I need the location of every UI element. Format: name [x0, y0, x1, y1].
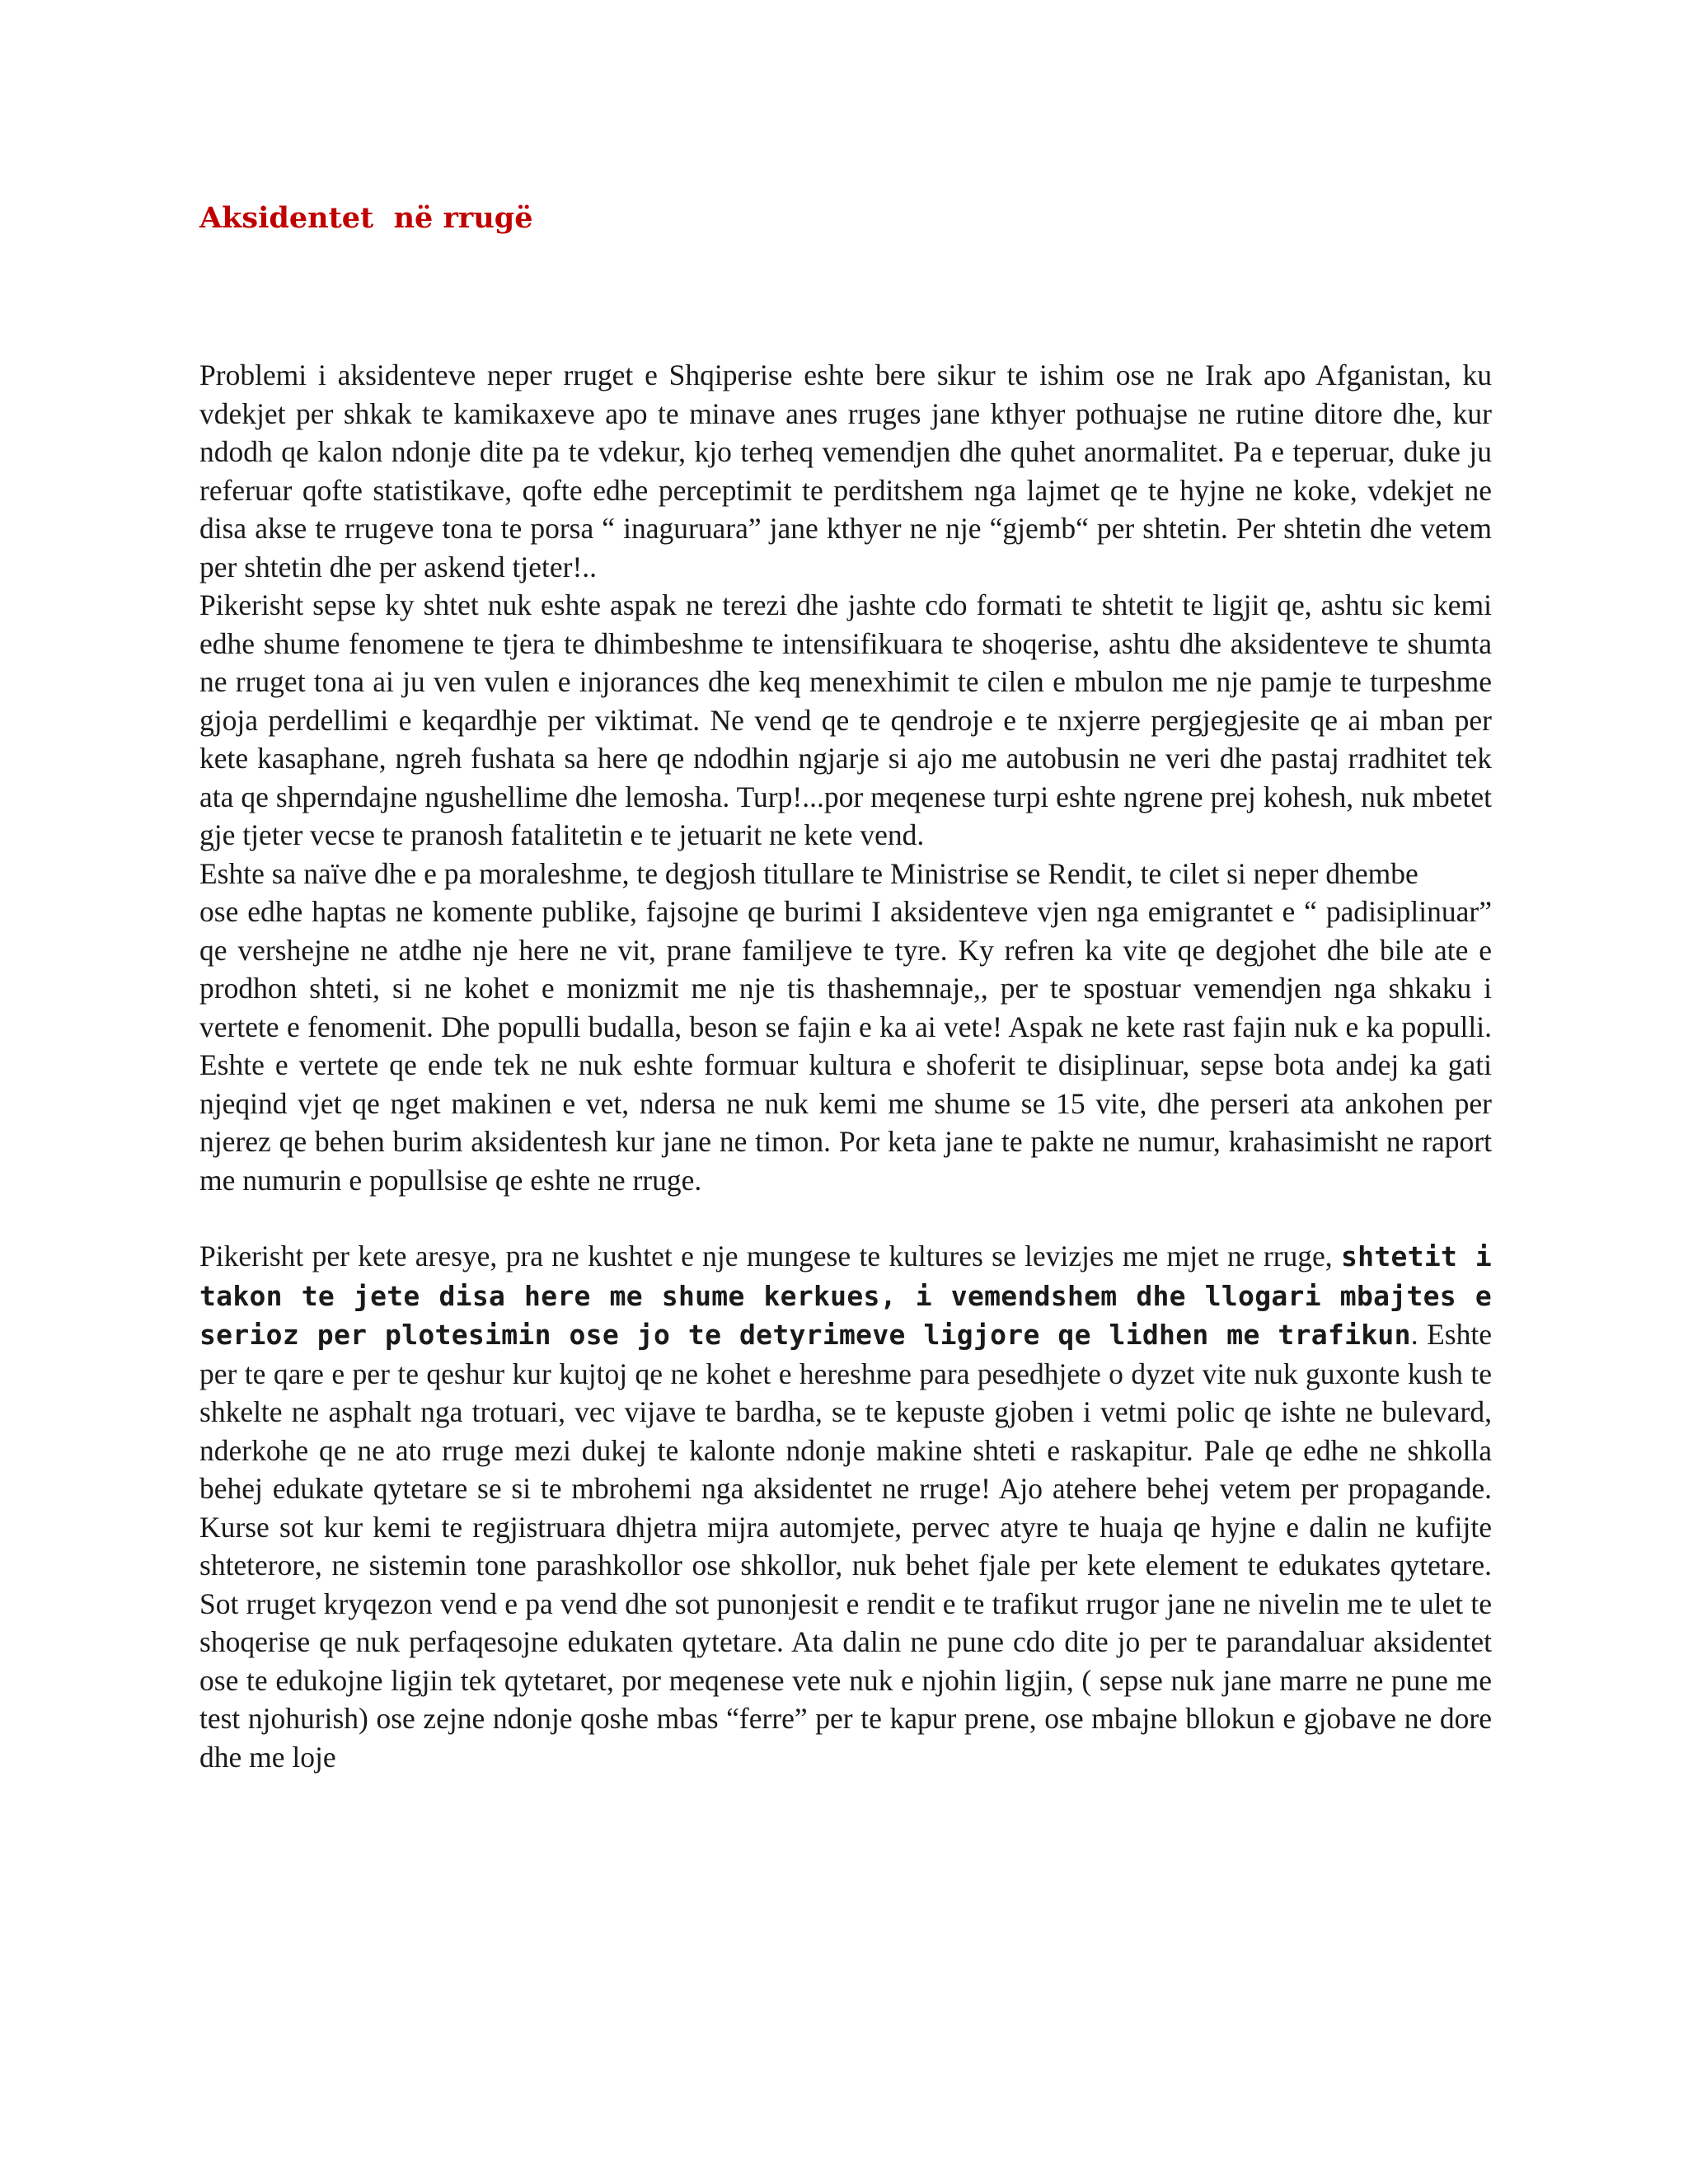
paragraph: Eshte sa naïve dhe e pa moraleshme, te degjosh titullare te Ministrise se Rendit, te cilet si neper dhembe	[199, 856, 1418, 890]
text-run: . Eshte per te qare e per te qeshur kur kujtoj qe ne kohet e hereshme para pesedhjete o dyzet vite nuk guxonte kush te shkelte ne asphalt nga trotuari, vec vijave te bardha, se te kepuste gjoben i vetmi polic qe ishte ne bulevard, nderkohe qe ne ato rruge mezi dukej te kalonte ndonje makine shteti e raskapitur. Pale qe edhe ne shkolla behej edukate qytetare se si te mbrohemi nga aksidentet ne rruge! Ajo atehere behej vetem per propagande. Kurse sot kur kemi te regjistruara dhjetra mijra automjete, pervec atyre te huaja qe hyjne e dalin ne kufijte shteterore, ne sistemin tone parashkollor ose shkollor, nuk behet fjale per kete element te edukates qytetare. Sot rruget kryqezon vend e pa vend dhe sot punonjesit e rendit e te trafikut rrugor jane ne nivelin me te ulet te shoqerise qe nuk perfaqesojne edukaten qytetare. Ata dalin ne pune cdo dite jo per te parandaluar aksidentet ose te edukojne ligjin tek qytetaret, por meqenese vete nuk e njohin ligjin, ( sepse nuk jane marre ne pune me test njohurish) ose zejne ndonje qoshe mbas “ferre” per te kapur prene, ose mbajne bllokun e gjobave ne dore dhe me loje	[199, 1318, 1492, 1774]
text-run: Pikerisht per kete aresye, pra ne kushtet e nje mungese te kultures se levizjes me mjet ne rruge,	[199, 1240, 1341, 1272]
paragraph: ose edhe haptas ne komente publike, fajsojne qe burimi I aksidenteve vjen nga emigrantet e “ padisiplinuar” qe vershejne ne atdhe nje here ne vit, prane familjeve te tyre. Ky refren ka vite qe degjohet dhe bile ate e prodhon shteti, si ne kohet e monizmit me nje tis thashemnaje,, per te spostuar vemendjen nga shkaku i vertete e fenomenit. Dhe populli budalla, beson se fajin e ka ai vete! Aspak ne kete rast fajin nuk e ka populli. Eshte e vertete qe ende tek ne nuk eshte formuar kultura e shoferit te disiplinuar, sepse bota andej ka gati njeqind vjet qe nget makinen e vet, ndersa ne nuk kemi me shume se 15 vite, dhe perseri ata ankohen per njerez qe behen burim aksidentesh kur jane ne timon. Por keta jane te pakte ne numur, krahasimisht ne raport me numurin e popullsise qe eshte ne rruge.	[199, 895, 1492, 1197]
article-title: Aksidentet në rrugë	[199, 201, 533, 235]
paragraph-spacer	[199, 1199, 1492, 1237]
article-body	[199, 356, 1492, 1776]
paragraph: Problemi i aksidenteve neper rruget e Shqiperise eshte bere sikur te ishim ose ne Irak apo Afganistan, ku vdekjet per shkak te kamikaxeve apo te minave anes rruges jane kthyer pothuajse ne rutine ditore dhe, kur ndodh qe kalon ndonje dite pa te vdekur, kjo terheq vemendjen dhe quhet anormalitet. Pa e teperuar, duke ju referuar qofte statistikave, qofte edhe perceptimit te perditshem nga lajmet qe te hyjne ne koke, vdekjet ne disa akse te rrugeve tona te porsa “ inaguruara” jane kthyer ne nje “gjemb“ per shtetin. Per shtetin dhe vetem per shtetin dhe per askend tjeter!..	[199, 359, 1492, 583]
paragraph-final	[199, 1237, 1492, 1776]
paragraph: Pikerisht sepse ky shtet nuk eshte aspak ne terezi dhe jashte cdo formati te shtetit te ligjit qe, ashtu sic kemi edhe shume fenomene te tjera te dhimbeshme te intensifikuara te shoqerise, ashtu dhe aksidenteve te shumta ne rruget tona ai ju ven vulen e injorances dhe keq menexhimit te cilen e mbulon me nje pamje te turpeshme gjoja perdellimi e keqardhje per viktimat. Ne vend qe te qendroje e te nxjerre pergjegjesite qe ai mban per kete kasaphane, ngreh fushata sa here qe ndodhin ngjarje si ajo me autobusin ne veri dhe pastaj rradhitet tek ata qe shperndajne ngushellime dhe lemosha. Turp!...por meqenese turpi eshte ngrene prej kohesh, nuk mbetet gje tjeter vecse te pranosh fatalitetin e te jetuarit ne kete vend.	[199, 588, 1492, 851]
emphasized-text: shtetit i takon te jete disa here me shume kerkues, i vemendshem dhe llogari mbajtes e serioz per plotesimin ose jo te detyrimeve ligjore qe lidhen me trafikun	[199, 1240, 1492, 1351]
